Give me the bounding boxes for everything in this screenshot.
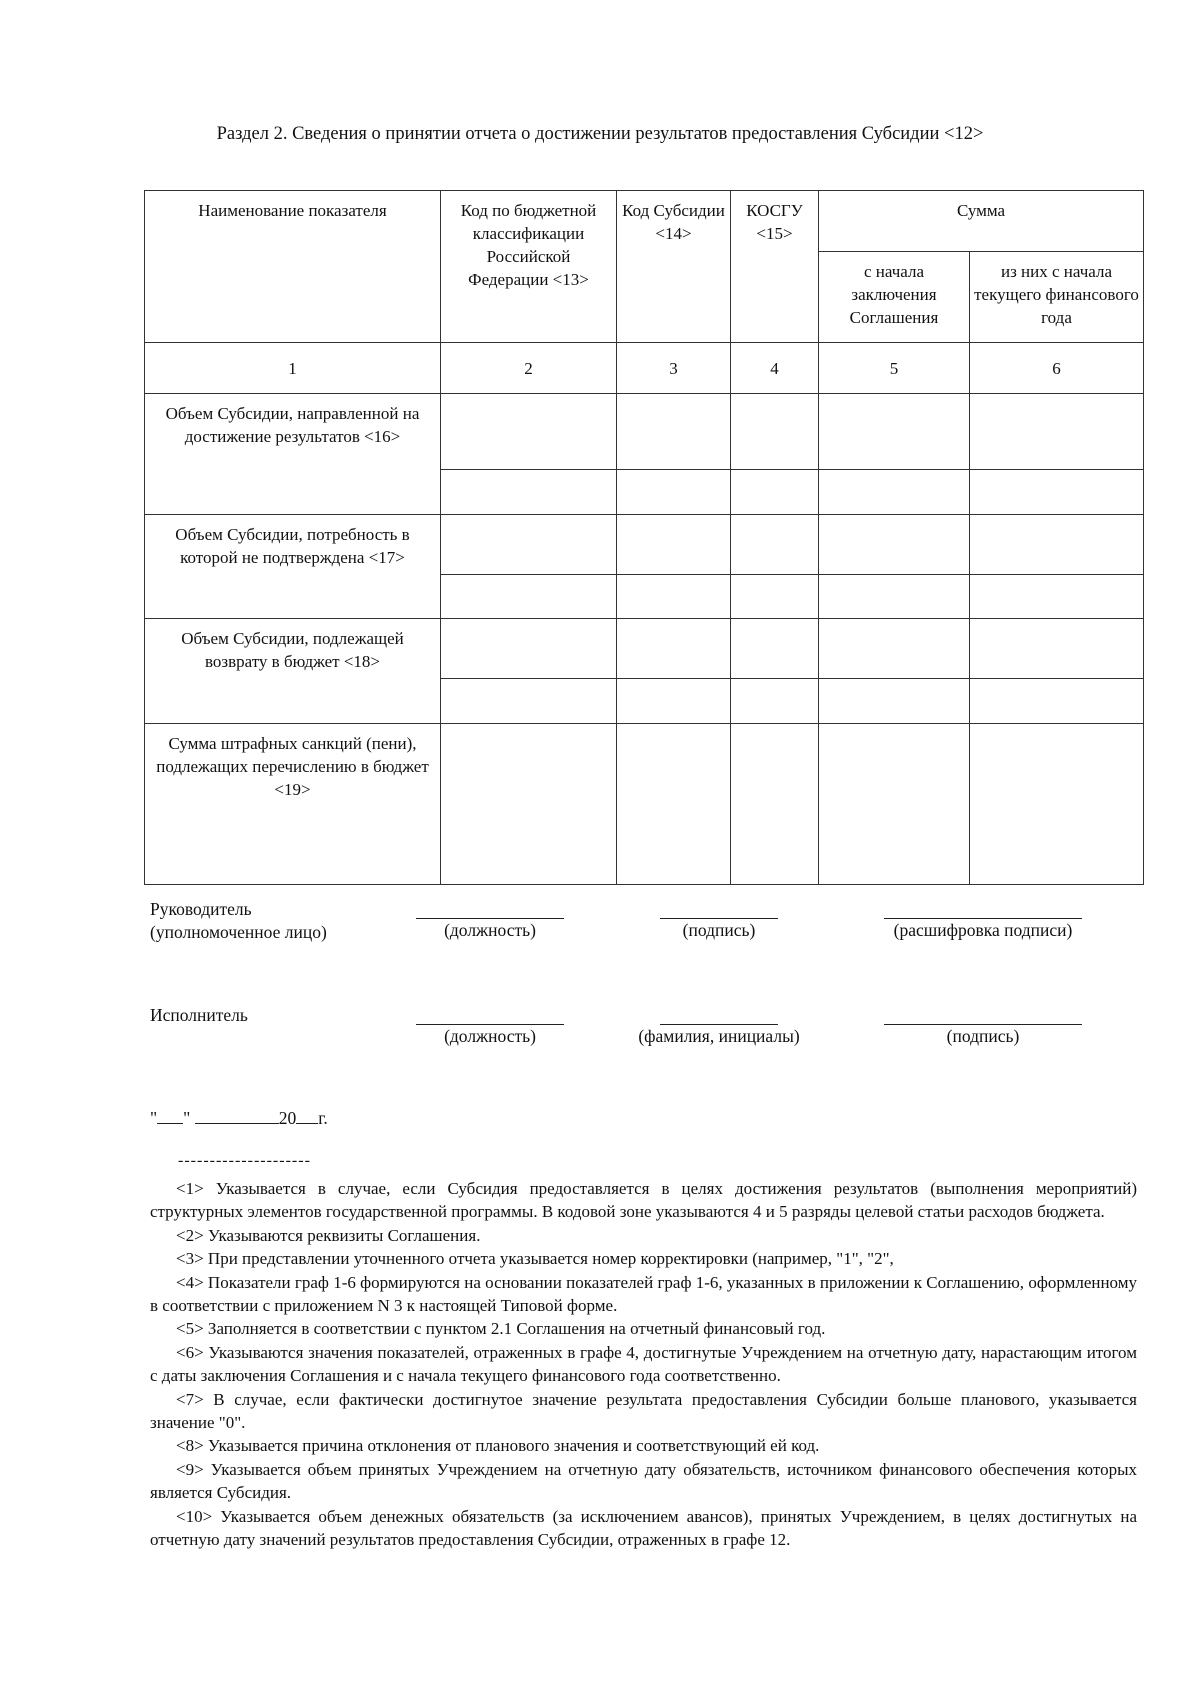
footnote: <5> Заполняется в соответствии с пунктом 2.1 Соглашения на отчетный финансовый год. [176, 1319, 826, 1339]
footnote: <6> Указываются значения показателей, отраженных в графе 4, достигнутые Учреждением на отчетную дату, нарастающим итогом с даты заключения Соглашения и с начала текущего финансового года соответственно. [150, 1342, 1137, 1386]
value-cell [731, 724, 819, 885]
executor-position-caption: (должность) [444, 1026, 536, 1046]
table-row [145, 724, 1144, 885]
head-label: Руководитель (уполномоченное лицо) [150, 899, 327, 942]
value-cell [819, 515, 970, 575]
date-line [150, 1106, 328, 1129]
value-cell [970, 470, 1144, 515]
value-cell [970, 724, 1144, 885]
value-cell [617, 575, 731, 619]
value-cell [970, 575, 1144, 619]
column-number: 6 [970, 343, 1144, 394]
value-cell [970, 679, 1144, 724]
date-year-prefix: 20 [278, 1108, 297, 1128]
footnote: <4> Показатели граф 1-6 формируются на основании показателей граф 1-6, указанных в приложении к Соглашению, оформленному в соответствии с приложением N 3 к настоящей Типовой форме. [150, 1272, 1137, 1316]
value-cell [441, 619, 617, 679]
header-sum-current-year: из них с начала текущего финансового года [970, 252, 1144, 343]
footnote: <10> Указывается объем денежных обязательств (за исключением авансов), принятых Учреждением, в целях достигнутых на отчетную дату значений результатов предоставления Субсидии, отраженных в графе 12. [150, 1506, 1137, 1550]
header-kosgu: КОСГУ <15> [731, 191, 819, 343]
value-cell [819, 575, 970, 619]
head-position-line[interactable] [416, 918, 564, 919]
value-cell [731, 575, 819, 619]
value-cell [441, 515, 617, 575]
column-number: 1 [145, 343, 441, 394]
value-cell [819, 394, 970, 470]
header-budget-code: Код по бюджетной классификации Российской Федерации <13> [441, 191, 617, 343]
value-cell [617, 679, 731, 724]
value-cell [731, 619, 819, 679]
value-cell [441, 679, 617, 724]
footnote: <3> При представлении уточненного отчета указывается номер корректировки (например, "1", "2", [176, 1249, 894, 1269]
footnote: <8> Указывается причина отклонения от планового значения и соответствующий ей код. [176, 1436, 820, 1456]
value-cell [617, 515, 731, 575]
section-title: Раздел 2. Сведения о принятии отчета о достижении результатов предоставления Субсидии <12> [216, 124, 984, 144]
value-cell [441, 470, 617, 515]
value-cell [819, 619, 970, 679]
value-cell [617, 724, 731, 885]
value-cell [819, 724, 970, 885]
value-cell [617, 619, 731, 679]
executor-name-caption: (фамилия, инициалы) [638, 1026, 800, 1046]
value-cell [970, 619, 1144, 679]
value-cell [731, 515, 819, 575]
head-signature-line[interactable] [660, 918, 778, 919]
footnote: <1> Указывается в случае, если Субсидия предоставляется в целях достижения результатов (выполнения мероприятий) структурных элементов государственной программы. В кодовой зоне указываются 4 и 5 разряды целевой статьи расходов бюджета. [150, 1179, 1137, 1222]
row-label: Сумма штрафных санкций (пени), подлежащих перечислению в бюджет <19> [145, 724, 441, 885]
footnote: <2> Указываются реквизиты Соглашения. [176, 1225, 481, 1245]
table-row [145, 619, 1144, 679]
value-cell [617, 470, 731, 515]
value-cell [441, 575, 617, 619]
footnote: <7> В случае, если фактически достигнутое значение результата предоставления Субсидии больше планового, указывается значение "0". [150, 1389, 1137, 1433]
value-cell [819, 679, 970, 724]
row-label: Объем Субсидии, подлежащей возврату в бюджет <18> [145, 619, 441, 724]
table-row [145, 394, 1144, 470]
header-indicator-name: Наименование показателя [145, 191, 441, 343]
column-number: 3 [617, 343, 731, 394]
table-row [145, 515, 1144, 575]
row-label: Объем Субсидии, потребность в которой не подтверждена <17> [145, 515, 441, 619]
value-cell [617, 394, 731, 470]
executor-signature-caption: (подпись) [946, 1026, 1020, 1046]
executor-position-line[interactable] [416, 1024, 564, 1025]
date-year-blank[interactable] [296, 1106, 318, 1124]
value-cell [970, 515, 1144, 575]
column-number: 5 [819, 343, 970, 394]
row-label: Объем Субсидии, направленной на достижение результатов <16> [145, 394, 441, 515]
footnote: <9> Указывается объем принятых Учреждением на отчетную дату обязательств, источником финансового обеспечения которых является Субсидия. [150, 1459, 1137, 1503]
date-quote-close: " [183, 1108, 191, 1128]
footnote-separator: --------------------- [178, 1152, 311, 1169]
value-cell [970, 394, 1144, 470]
value-cell [441, 724, 617, 885]
header-sum-since-start: с начала заключения Соглашения [819, 252, 970, 343]
head-position-caption: (должность) [444, 920, 536, 940]
date-day-blank[interactable] [157, 1106, 183, 1124]
head-signature-decode-caption: (расшифровка подписи) [893, 920, 1073, 940]
value-cell [441, 394, 617, 470]
footnotes [150, 1177, 1137, 1552]
date-quote-open: " [150, 1108, 158, 1128]
date-month-blank[interactable] [195, 1106, 279, 1124]
value-cell [731, 679, 819, 724]
executor-label: Исполнитель [150, 1005, 248, 1025]
value-cell [731, 470, 819, 515]
date-year-suffix: г. [318, 1108, 328, 1128]
header-sum: Сумма [819, 191, 1144, 252]
value-cell [731, 394, 819, 470]
column-number: 2 [441, 343, 617, 394]
executor-signature-line[interactable] [884, 1024, 1082, 1025]
head-signature-decode-line[interactable] [884, 918, 1082, 919]
head-signature-caption: (подпись) [682, 920, 756, 940]
subsidy-report-table [144, 190, 1144, 885]
value-cell [819, 470, 970, 515]
column-number: 4 [731, 343, 819, 394]
executor-name-line[interactable] [660, 1024, 778, 1025]
header-subsidy-code: Код Субсидии <14> [617, 191, 731, 343]
